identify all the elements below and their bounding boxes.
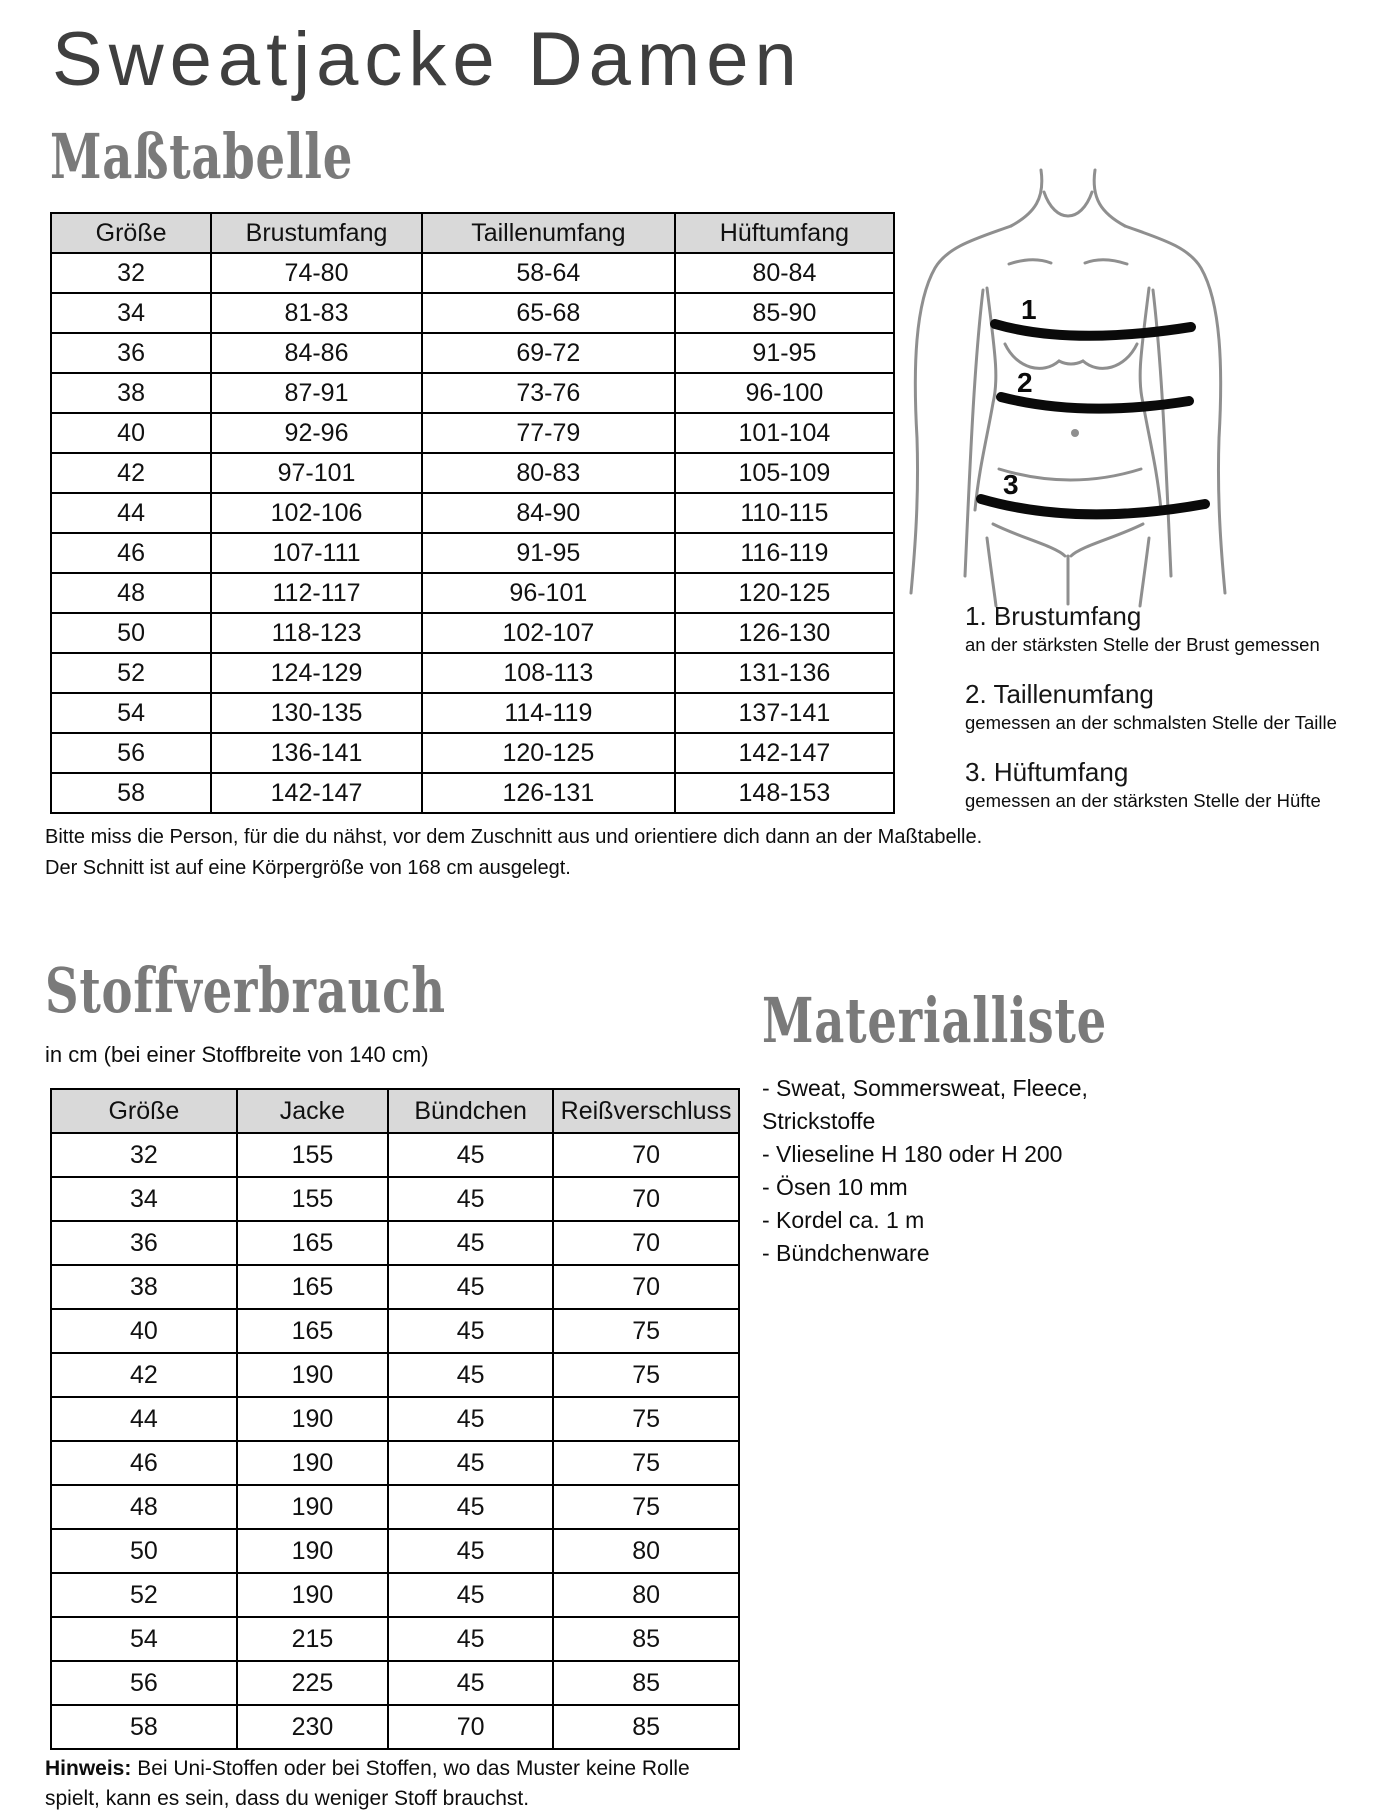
- table-cell: 48: [51, 1485, 237, 1529]
- table-cell: 124-129: [211, 653, 422, 693]
- table-cell: 80: [553, 1573, 739, 1617]
- fabric-hint-label: Hinweis:: [45, 1757, 132, 1780]
- table-cell: 91-95: [422, 533, 675, 573]
- table-row: [51, 1133, 739, 1177]
- table-cell: 120-125: [675, 573, 894, 613]
- table-cell: 91-95: [675, 333, 894, 373]
- table-cell: 74-80: [211, 253, 422, 293]
- materials-list: [762, 1072, 1107, 1270]
- table-cell: 70: [553, 1133, 739, 1177]
- table-cell: 45: [388, 1177, 553, 1221]
- table-cell: 32: [51, 1133, 237, 1177]
- table-cell: 85: [553, 1617, 739, 1661]
- table-cell: 58-64: [422, 253, 675, 293]
- table-cell: 85-90: [675, 293, 894, 333]
- table-cell: 137-141: [675, 693, 894, 733]
- table-cell: 155: [237, 1177, 388, 1221]
- table-cell: 190: [237, 1485, 388, 1529]
- table-row: [51, 653, 894, 693]
- table-cell: 50: [51, 613, 211, 653]
- table-cell: 165: [237, 1265, 388, 1309]
- table-cell: 45: [388, 1529, 553, 1573]
- table-cell: 54: [51, 693, 211, 733]
- table-row: [51, 1617, 739, 1661]
- size-chart-note-line1: Bitte miss die Person, für die du nähst, vor dem Zuschnitt aus und orientiere dich dann an der Maßtabelle.: [45, 826, 983, 848]
- table-cell: 230: [237, 1705, 388, 1749]
- figure-label-waist: 2: [1017, 367, 1033, 398]
- table-cell: 75: [553, 1309, 739, 1353]
- table-cell: 38: [51, 373, 211, 413]
- list-item: - Kordel ca. 1 m: [762, 1207, 925, 1233]
- table-cell: 155: [237, 1133, 388, 1177]
- size-chart-note: [45, 822, 1085, 884]
- table-cell: 80: [553, 1529, 739, 1573]
- table-cell: 42: [51, 453, 211, 493]
- figure-label-hip: 3: [1003, 469, 1019, 500]
- list-item: - Vlieseline H 180 oder H 200: [762, 1141, 1063, 1167]
- table-row: [51, 1529, 739, 1573]
- table-cell: 165: [237, 1309, 388, 1353]
- table-cell: 190: [237, 1529, 388, 1573]
- table-cell: 105-109: [675, 453, 894, 493]
- size-chart-table: [50, 212, 895, 814]
- table-row: [51, 1485, 739, 1529]
- table-cell: 45: [388, 1265, 553, 1309]
- table-cell: 190: [237, 1573, 388, 1617]
- fabric-chart-table: [50, 1088, 740, 1750]
- table-row: [51, 1397, 739, 1441]
- fabric-chart-heading: Stoffverbrauch: [45, 954, 446, 1027]
- table-cell: 92-96: [211, 413, 422, 453]
- column-header: Brustumfang: [211, 213, 422, 253]
- measure-item-waist: [965, 678, 1384, 735]
- table-row: [51, 733, 894, 773]
- table-cell: 101-104: [675, 413, 894, 453]
- table-row: [51, 1353, 739, 1397]
- table-cell: 97-101: [211, 453, 422, 493]
- table-cell: 110-115: [675, 493, 894, 533]
- table-cell: 116-119: [675, 533, 894, 573]
- list-item: - Ösen 10 mm: [762, 1174, 908, 1200]
- page-title: Sweatjacke Damen: [52, 17, 803, 102]
- table-row: [51, 613, 894, 653]
- table-row: [51, 1661, 739, 1705]
- table-cell: 75: [553, 1441, 739, 1485]
- table-row: [51, 253, 894, 293]
- table-cell: 96-101: [422, 573, 675, 613]
- table-row: [51, 1265, 739, 1309]
- table-cell: 45: [388, 1661, 553, 1705]
- table-row: [51, 533, 894, 573]
- table-cell: 58: [51, 773, 211, 813]
- table-cell: 52: [51, 653, 211, 693]
- table-row: [51, 693, 894, 733]
- table-cell: 107-111: [211, 533, 422, 573]
- table-cell: 120-125: [422, 733, 675, 773]
- table-cell: 45: [388, 1397, 553, 1441]
- table-row: [51, 1309, 739, 1353]
- table-row: [51, 1441, 739, 1485]
- table-cell: 80-83: [422, 453, 675, 493]
- measure-item-title: 1. Brustumfang: [965, 601, 1142, 631]
- table-cell: 87-91: [211, 373, 422, 413]
- table-cell: 70: [553, 1177, 739, 1221]
- column-header: Größe: [51, 213, 211, 253]
- table-cell: 45: [388, 1133, 553, 1177]
- table-cell: 75: [553, 1397, 739, 1441]
- header-row: [51, 1089, 739, 1133]
- measure-item-description: an der stärksten Stelle der Brust gemessen: [965, 634, 1320, 655]
- table-cell: 75: [553, 1353, 739, 1397]
- table-cell: 126-131: [422, 773, 675, 813]
- list-item: - Bündchenware: [762, 1240, 930, 1266]
- table-row: [51, 1177, 739, 1221]
- table-cell: 44: [51, 1397, 237, 1441]
- table-cell: 45: [388, 1485, 553, 1529]
- table-row: [51, 1221, 739, 1265]
- table-cell: 84-86: [211, 333, 422, 373]
- table-cell: 69-72: [422, 333, 675, 373]
- fabric-hint: [45, 1754, 690, 1814]
- table-row: [51, 493, 894, 533]
- table-cell: 73-76: [422, 373, 675, 413]
- table-cell: 70: [553, 1265, 739, 1309]
- table-cell: 34: [51, 1177, 237, 1221]
- table-cell: 56: [51, 1661, 237, 1705]
- table-cell: 165: [237, 1221, 388, 1265]
- column-header: Größe: [51, 1089, 237, 1133]
- table-cell: 190: [237, 1441, 388, 1485]
- table-cell: 56: [51, 733, 211, 773]
- table-cell: 40: [51, 1309, 237, 1353]
- table-cell: 45: [388, 1617, 553, 1661]
- hip-measure-band: [981, 499, 1205, 514]
- table-cell: 45: [388, 1221, 553, 1265]
- table-cell: 142-147: [675, 733, 894, 773]
- table-cell: 45: [388, 1573, 553, 1617]
- size-chart-heading: Maßtabelle: [50, 120, 354, 193]
- table-cell: 112-117: [211, 573, 422, 613]
- table-cell: 48: [51, 573, 211, 613]
- table-cell: 45: [388, 1309, 553, 1353]
- column-header: Bündchen: [388, 1089, 553, 1133]
- table-row: [51, 573, 894, 613]
- measure-item-hip: [965, 756, 1384, 813]
- table-cell: 81-83: [211, 293, 422, 333]
- measure-item-title: 2. Taillenumfang: [965, 679, 1154, 709]
- navel-dot: [1071, 429, 1079, 437]
- fabric-hint-text: Bei Uni-Stoffen oder bei Stoffen, wo das Muster keine Rolle spielt, kann es sein, dass du weniger Stoff brauchst.: [45, 1757, 690, 1810]
- list-item: - Sweat, Sommersweat, Fleece, Strickstoffe: [762, 1075, 1088, 1134]
- table-cell: 50: [51, 1529, 237, 1573]
- table-cell: 225: [237, 1661, 388, 1705]
- materials-heading: Materialliste: [762, 984, 1107, 1057]
- table-row: [51, 373, 894, 413]
- table-cell: 80-84: [675, 253, 894, 293]
- table-cell: 65-68: [422, 293, 675, 333]
- header-row: [51, 213, 894, 253]
- table-row: [51, 773, 894, 813]
- table-cell: 70: [388, 1705, 553, 1749]
- table-cell: 36: [51, 333, 211, 373]
- measure-item-bust: [965, 600, 1384, 657]
- table-cell: 84-90: [422, 493, 675, 533]
- bust-measure-band: [995, 324, 1191, 336]
- table-cell: 131-136: [675, 653, 894, 693]
- table-cell: 85: [553, 1705, 739, 1749]
- table-cell: 190: [237, 1353, 388, 1397]
- table-row: [51, 1705, 739, 1749]
- table-cell: 102-107: [422, 613, 675, 653]
- table-cell: 85: [553, 1661, 739, 1705]
- measurement-guide: [965, 600, 1384, 834]
- table-cell: 52: [51, 1573, 237, 1617]
- table-cell: 75: [553, 1485, 739, 1529]
- fabric-chart-subtitle: in cm (bei einer Stoffbreite von 140 cm): [45, 1042, 429, 1067]
- column-header: Taillenumfang: [422, 213, 675, 253]
- female-torso-illustration: [903, 138, 1233, 608]
- table-cell: 44: [51, 493, 211, 533]
- measure-item-title: 3. Hüftumfang: [965, 757, 1129, 787]
- table-cell: 45: [388, 1353, 553, 1397]
- table-cell: 46: [51, 533, 211, 573]
- table-cell: 46: [51, 1441, 237, 1485]
- table-cell: 118-123: [211, 613, 422, 653]
- table-cell: 34: [51, 293, 211, 333]
- table-cell: 190: [237, 1397, 388, 1441]
- column-header: Reißverschluss: [553, 1089, 739, 1133]
- table-cell: 114-119: [422, 693, 675, 733]
- table-cell: 126-130: [675, 613, 894, 653]
- table-cell: 215: [237, 1617, 388, 1661]
- table-cell: 32: [51, 253, 211, 293]
- table-cell: 102-106: [211, 493, 422, 533]
- table-cell: 136-141: [211, 733, 422, 773]
- table-row: [51, 453, 894, 493]
- table-row: [51, 293, 894, 333]
- table-cell: 142-147: [211, 773, 422, 813]
- table-row: [51, 1573, 739, 1617]
- measure-item-description: gemessen an der schmalsten Stelle der Taille: [965, 712, 1337, 733]
- figure-label-bust: 1: [1021, 294, 1037, 325]
- table-cell: 96-100: [675, 373, 894, 413]
- measure-item-description: gemessen an der stärksten Stelle der Hüfte: [965, 790, 1321, 811]
- table-cell: 40: [51, 413, 211, 453]
- column-header: Jacke: [237, 1089, 388, 1133]
- table-cell: 42: [51, 1353, 237, 1397]
- table-cell: 108-113: [422, 653, 675, 693]
- size-chart-note-line2: Der Schnitt ist auf eine Körpergröße von 168 cm ausgelegt.: [45, 857, 571, 879]
- table-cell: 77-79: [422, 413, 675, 453]
- table-cell: 36: [51, 1221, 237, 1265]
- body-measurement-figure: [903, 138, 1233, 608]
- table-cell: 148-153: [675, 773, 894, 813]
- table-cell: 45: [388, 1441, 553, 1485]
- table-cell: 58: [51, 1705, 237, 1749]
- table-row: [51, 333, 894, 373]
- table-cell: 70: [553, 1221, 739, 1265]
- table-cell: 38: [51, 1265, 237, 1309]
- table-cell: 130-135: [211, 693, 422, 733]
- column-header: Hüftumfang: [675, 213, 894, 253]
- table-cell: 54: [51, 1617, 237, 1661]
- table-row: [51, 413, 894, 453]
